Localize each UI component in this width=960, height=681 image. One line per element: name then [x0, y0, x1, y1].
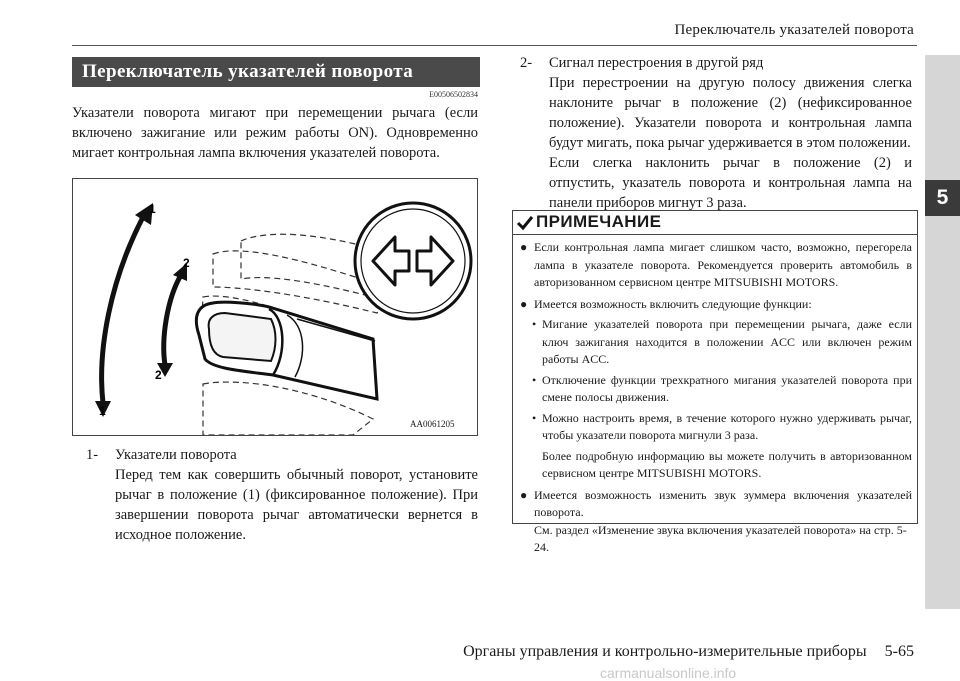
list-item — [520, 53, 912, 213]
item-number: 1- — [86, 447, 99, 463]
bullet-icon: ● — [520, 296, 528, 311]
note-sub-item: • Мигание указателей поворота при перемещении рычага, даже если ключ зажигания находится в положении ACC или включен режим работы ACC. — [532, 317, 912, 366]
running-header: Переключатель указателей поворота — [674, 22, 914, 38]
note-bullet: ● Имеется возможность включить следующие функции: — [520, 296, 912, 314]
watermark: carmanualsonline.info — [600, 665, 737, 681]
section-code: E00506502834 — [429, 90, 478, 99]
note-sub-item: • Можно настроить время, в течение которого нужно удерживать рычаг, чтобы указатели поворота мигнули 3 раза. — [532, 410, 912, 442]
item-title: Сигнал перестроения в другой ряд — [549, 55, 764, 71]
label-pos1-bottom: 1 — [99, 404, 106, 418]
item-text: Перед тем как совершить обычный поворот, установите рычаг в положение (1) (фиксированное положение). При завершении поворота рычаг автоматически вернется в исходное положение. — [115, 467, 478, 543]
item-title: Указатели поворота — [115, 447, 237, 463]
page-footer — [463, 643, 914, 661]
note-bullet: ● Если контрольная лампа мигает слишком часто, возможно, перегорела лампа в указателе поворота. Рекомендуется проверить автомобиль в авторизованном сервисном центре MITSUBISHI MOTORS. — [520, 240, 912, 289]
figure-frame — [72, 178, 478, 436]
bullet-icon: ● — [520, 240, 528, 254]
header-rule — [72, 45, 917, 46]
item-text: Если слегка наклонить рычаг в положение (2) и отпустить, указатель поворота и контрольная лампа на панели приборов мигнут 3 раза. — [549, 155, 912, 211]
turn-signal-lever-illustration — [73, 179, 477, 435]
footer-chapter-title: Органы управления и контрольно-измерительные приборы — [463, 643, 867, 660]
label-pos2-bottom: 2 — [155, 368, 162, 382]
arrow-position-2 — [164, 275, 181, 365]
section-title: Переключатель указателей поворота — [72, 57, 480, 87]
note-sub-item: • Отключение функции трехкратного мигания указателей поворота при смене полосы движения. — [532, 372, 912, 404]
label-pos1-top: 1 — [149, 202, 156, 216]
note-list — [520, 239, 912, 557]
chapter-side-tab — [925, 55, 960, 609]
bullet-icon: ● — [520, 487, 528, 502]
note-heading: ПРИМЕЧАНИЕ — [536, 212, 662, 231]
chapter-number: 5 — [925, 180, 960, 216]
note-reference: См. раздел «Изменение звука включения указателей поворота» на стр. 5-24. — [534, 522, 907, 554]
intro-paragraph: Указатели поворота мигают при перемещении рычага (если включено зажигание или режим работы ON). Одновременно мигает контрольная лампа включения указателей поворота. — [72, 105, 478, 161]
note-more-info: Более подробную информацию вы можете получить в авторизованном сервисном центре MITSUBISHI MOTORS. — [542, 448, 912, 480]
note-bullet: ● Имеется возможность изменить звук зуммера включения указателей поворота. — [520, 487, 912, 519]
item-text: При перестроении на другую полосу движения слегка наклоните рычаг в положение (2) (нефиксированное положение). Указатели поворота и контрольная лампа будут мигать, пока рычаг удерживается в этом положении. — [549, 75, 912, 151]
note-rule — [512, 234, 918, 235]
list-item — [86, 445, 478, 545]
page-number: 5-65 — [884, 643, 914, 660]
figure-code: AA0061205 — [410, 419, 455, 429]
arrow-position-1 — [102, 217, 143, 403]
label-pos2-top: 2 — [183, 256, 190, 270]
item-number: 2- — [520, 55, 533, 71]
checkmark-icon — [516, 214, 534, 232]
